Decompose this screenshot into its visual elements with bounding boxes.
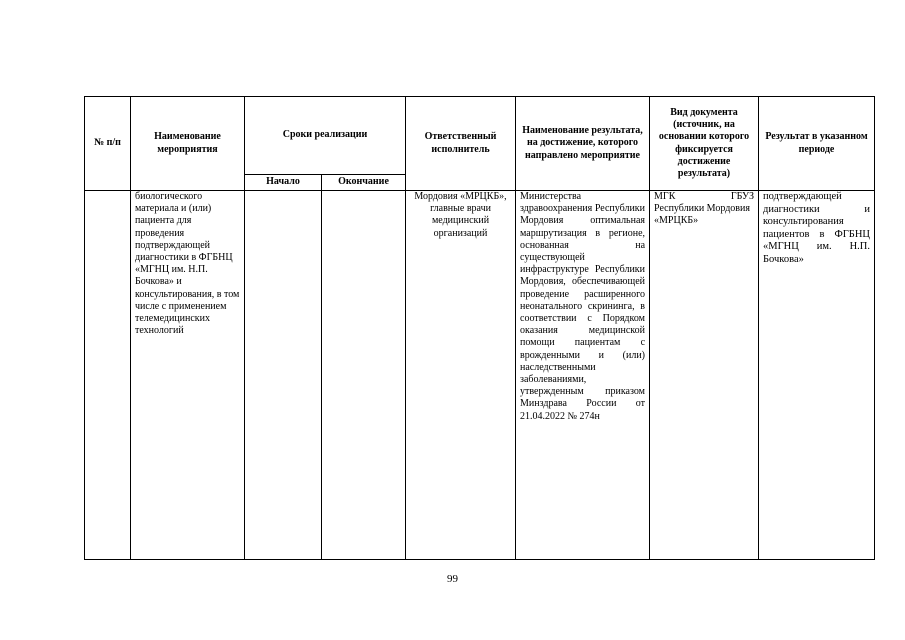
document-type-rest: Республики Мордовия «МРЦКБ» (654, 203, 750, 227)
cell-result: подтверждающей диагностики и консультирования пациентов в ФГБНЦ «МГНЦ им. Н.П. Бочкова» (759, 191, 875, 560)
cell-event-name: биологического материала и (или) пациента для проведения подтверждающей диагностики в ФГБНЦ «МГНЦ им. Н.П. Бочкова» и консультирования, в том числе с применением телемедицинских технологий (131, 191, 245, 560)
header-event-name: Наименование мероприятия (131, 97, 245, 191)
header-end: Окончание (322, 175, 406, 191)
cell-start (245, 191, 322, 560)
header-timeframe: Сроки реализации (245, 97, 406, 175)
document-type-first-line (654, 191, 754, 203)
document-type-org: МГК (654, 191, 676, 202)
header-result: Результат в указанном периоде (759, 97, 875, 191)
cell-outcome: Министерства здравоохранения Республики Мордовия оптимальная маршрутизация в регионе, основанная на существующей инфраструктуре Республики Мордовия, обеспечивающей проведение расширенного неонатального скрининга, в соответствии с Порядком оказания медицинской помощи пациентам с врожденными и (или) наследственными заболеваниями, утвержденным приказом Минздрава России от 21.04.2022 № 274н (516, 191, 650, 560)
activity-plan-table (84, 96, 875, 560)
header-start: Начало (245, 175, 322, 191)
cell-end (322, 191, 406, 560)
page-number: 99 (447, 573, 458, 585)
cell-responsible: Мордовия «МРЦКБ», главные врачи медицинский организаций (406, 191, 516, 560)
document-type-gbuz: ГБУЗ (730, 191, 755, 202)
header-outcome: Наименование результата, на достижение, которого направлено мероприятие (516, 97, 650, 191)
cell-number (85, 191, 131, 560)
cell-document-type (650, 191, 759, 560)
header-number: № п/п (85, 97, 131, 191)
header-responsible: Ответственный исполнитель (406, 97, 516, 191)
header-document-type: Вид документа (источник, на основании которого фиксируется достижение результата) (650, 97, 759, 191)
table-row (85, 191, 875, 560)
